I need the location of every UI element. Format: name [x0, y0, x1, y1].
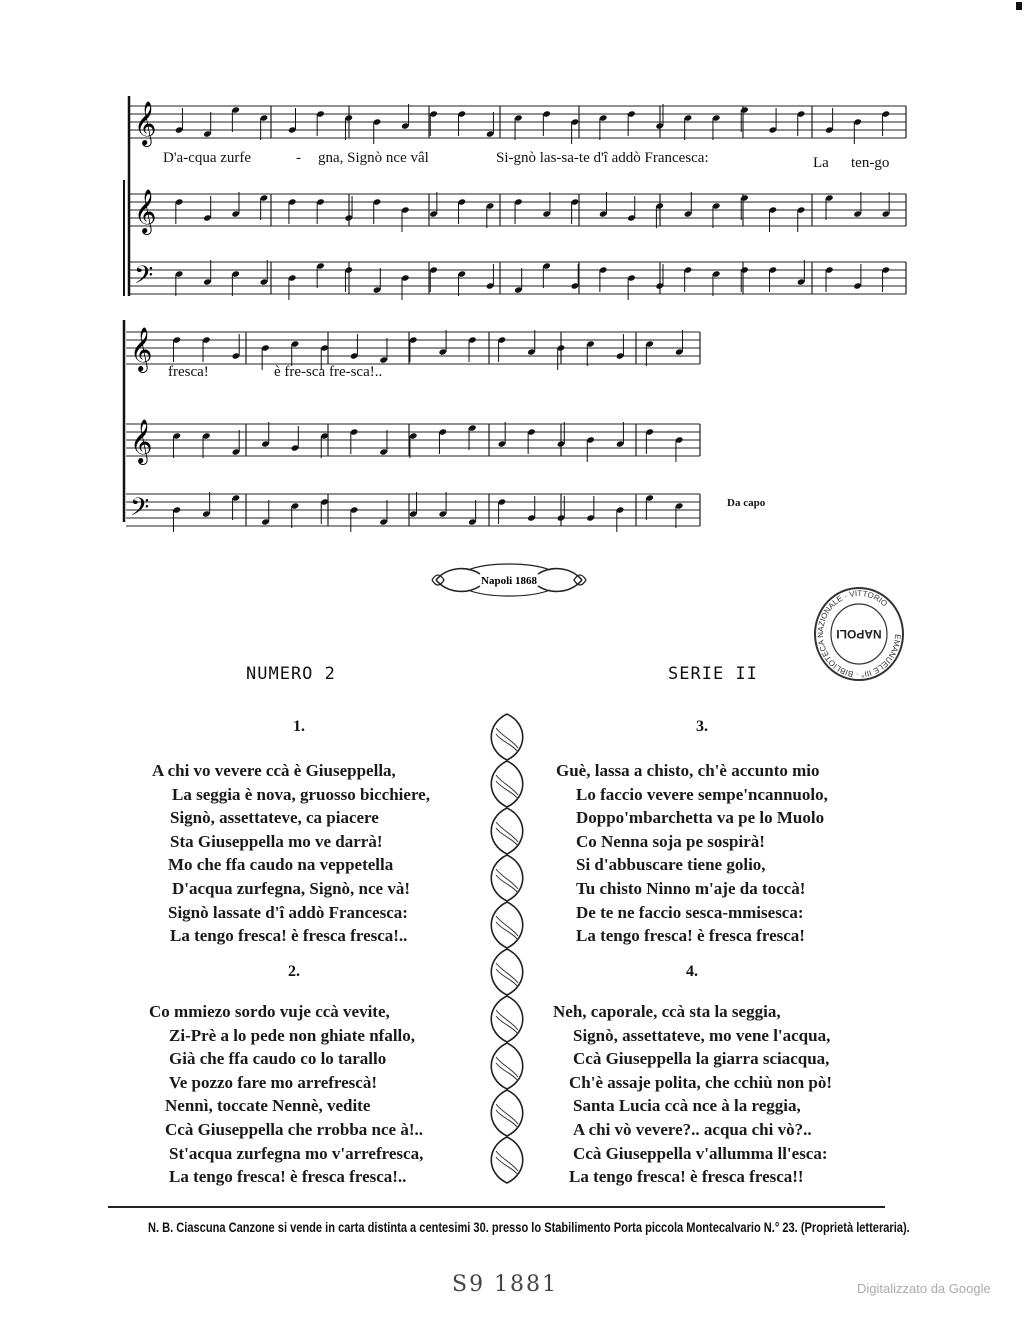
chain-link: [491, 902, 523, 948]
stanza-number-1: 1.: [293, 718, 305, 735]
chain-hatch: [496, 728, 518, 752]
verse-line: Ccà Giuseppella la giarra sciacqua,: [573, 1049, 830, 1069]
treble-clef: 𝄞: [130, 419, 153, 463]
chain-link: [491, 996, 523, 1042]
stanza-3: [556, 759, 828, 948]
stamp-ring-text: EMANUELE III° · BIBLIOTECA NAZIONALE · VITTORIO: [815, 588, 903, 680]
verse-line: Doppo'mbarchetta va pe lo Muolo: [576, 808, 825, 828]
footer-rule: [108, 1206, 885, 1208]
verse-line: Neh, caporale, ccà sta la seggia,: [553, 1002, 781, 1021]
verse-line: Lo faccio vevere sempe'ncannuolo,: [576, 784, 828, 804]
library-stamp: [811, 584, 907, 684]
lyric-system1-d: Si-gnò las-sa-te d'î addò Francesca:: [496, 150, 709, 166]
chain-link: [491, 1090, 523, 1136]
stanza-1: [152, 759, 430, 948]
colophon-text: Napoli 1868: [481, 575, 537, 587]
chain-hatch: [496, 916, 518, 940]
corner-mark: [1016, 2, 1022, 10]
stanza-number-2: 2.: [288, 963, 300, 980]
verse-line: Ccà Giuseppella v'allumma ll'esca:: [573, 1143, 828, 1163]
chain-hatch: [496, 1010, 518, 1034]
verse-line: Già che ffa caudo co lo tarallo: [169, 1049, 387, 1069]
chain-ornament: [482, 708, 532, 1192]
verse-line: Sta Giuseppella mo ve darrà!: [170, 831, 383, 851]
verse-line: Guè, lassa a chisto, ch'è accunto mio: [556, 761, 820, 780]
verse-line: La tengo fresca! è fresca fresca!..: [169, 1167, 407, 1187]
verse-line: D'acqua zurfegna, Signò, nce và!: [172, 878, 410, 898]
lyric-system2-a: fresca!: [168, 364, 209, 380]
google-watermark: Digitalizzato da Google: [857, 1281, 991, 1296]
bass-clef: 𝄢: [134, 261, 154, 296]
chain-link: [491, 1043, 523, 1089]
lyric-system1-e: La: [813, 155, 829, 171]
stanza-number-4: 4.: [686, 963, 698, 980]
verse-line: La tengo fresca! è fresca fresca!!: [569, 1167, 804, 1187]
verse-line: Signò lassate d'î addò Francesca:: [168, 902, 408, 922]
chain-link: [491, 761, 523, 807]
stanza-2: [149, 1000, 423, 1189]
verse-line: Santa Lucia ccà nce à la reggia,: [573, 1096, 801, 1116]
chain-hatch: [496, 1151, 518, 1175]
lyric-system1-a: D'a-cqua zurfe: [163, 150, 252, 166]
bass-clef: 𝄢: [130, 493, 150, 528]
verse-line: Signò, assettateve, ca piacere: [170, 808, 379, 828]
verse-line: A chi vo vevere ccà è Giuseppella,: [152, 761, 396, 780]
verse-line: Nennì, toccate Nennè, vedite: [165, 1096, 371, 1116]
chain-hatch: [496, 1104, 518, 1128]
verse-line: Si d'abbuscare tiene golio,: [576, 855, 766, 875]
verse-line: Co Nenna soja pe sospirà!: [576, 831, 765, 851]
verse-line: A chi vò vevere?.. acqua chi vò?..: [573, 1119, 812, 1139]
lyric-system1-c: gna, Signò nce vâl: [318, 150, 429, 166]
verse-line: Mo che ffa caudo na veppetella: [168, 855, 394, 875]
chain-link: [491, 855, 523, 901]
verse-line: Tu chisto Ninno m'aje da toccà!: [576, 878, 806, 898]
chain-link: [491, 1137, 523, 1183]
chain-link: [491, 949, 523, 995]
chain-hatch: [496, 963, 518, 987]
chain-hatch: [496, 822, 518, 846]
treble-clef: 𝄞: [134, 189, 157, 233]
verse-line: La tengo fresca! è fresca fresca!..: [170, 926, 408, 946]
treble-clef: 𝄞: [134, 101, 157, 145]
verse-line: St'acqua zurfegna mo v'arrefresca,: [169, 1143, 424, 1163]
verse-line: Ve pozzo fare mo arrefrescà!: [169, 1072, 378, 1092]
lyric-system1-f: ten-go: [851, 155, 890, 171]
chain-hatch: [496, 775, 518, 799]
series-label: SERIE II: [668, 664, 758, 684]
da-capo-marking: Da capo: [727, 497, 766, 509]
lyric-system2-b: è fre-sca fre-sca!..: [274, 364, 383, 380]
verse-line: Signò, assettateve, mo vene l'acqua,: [573, 1025, 831, 1045]
issue-number: NUMERO 2: [246, 664, 336, 684]
stamp-center-text: NAPOLI: [836, 627, 882, 641]
footer-note: N. B. Ciascuna Canzone si vende in carta distinta a centesimi 30. presso lo Stabilimento Porta piccola Montecalvario N.° 23. (Proprietà letteraria).: [148, 1220, 910, 1235]
chain-hatch: [496, 1057, 518, 1081]
call-number: S9 1881: [452, 1272, 559, 1297]
verse-line: Ch'è assaje polita, che cchiù non pò!: [569, 1072, 833, 1092]
verse-line: Ccà Giuseppella che rrobba nce à!..: [165, 1119, 423, 1139]
chain-hatch: [496, 869, 518, 893]
music-score: [0, 0, 1025, 540]
verse-line: Zi-Prè a lo pede non ghiate nfallo,: [169, 1025, 416, 1045]
verse-line: Co mmiezo sordo vuje ccà vevite,: [149, 1002, 390, 1021]
stanza-4: [553, 1000, 832, 1189]
lyric-system1-b: -: [296, 150, 301, 166]
stanza-number-3: 3.: [696, 718, 708, 735]
verse-line: De te ne faccio sesca-mmisesca:: [576, 902, 804, 922]
verse-line: La tengo fresca! è fresca fresca!: [576, 926, 805, 946]
chain-link: [491, 808, 523, 854]
chain-link: [491, 714, 523, 760]
treble-clef: 𝄞: [130, 327, 153, 371]
colophon-ornament: [428, 562, 590, 598]
verse-line: La seggia è nova, gruosso bicchiere,: [172, 784, 430, 804]
